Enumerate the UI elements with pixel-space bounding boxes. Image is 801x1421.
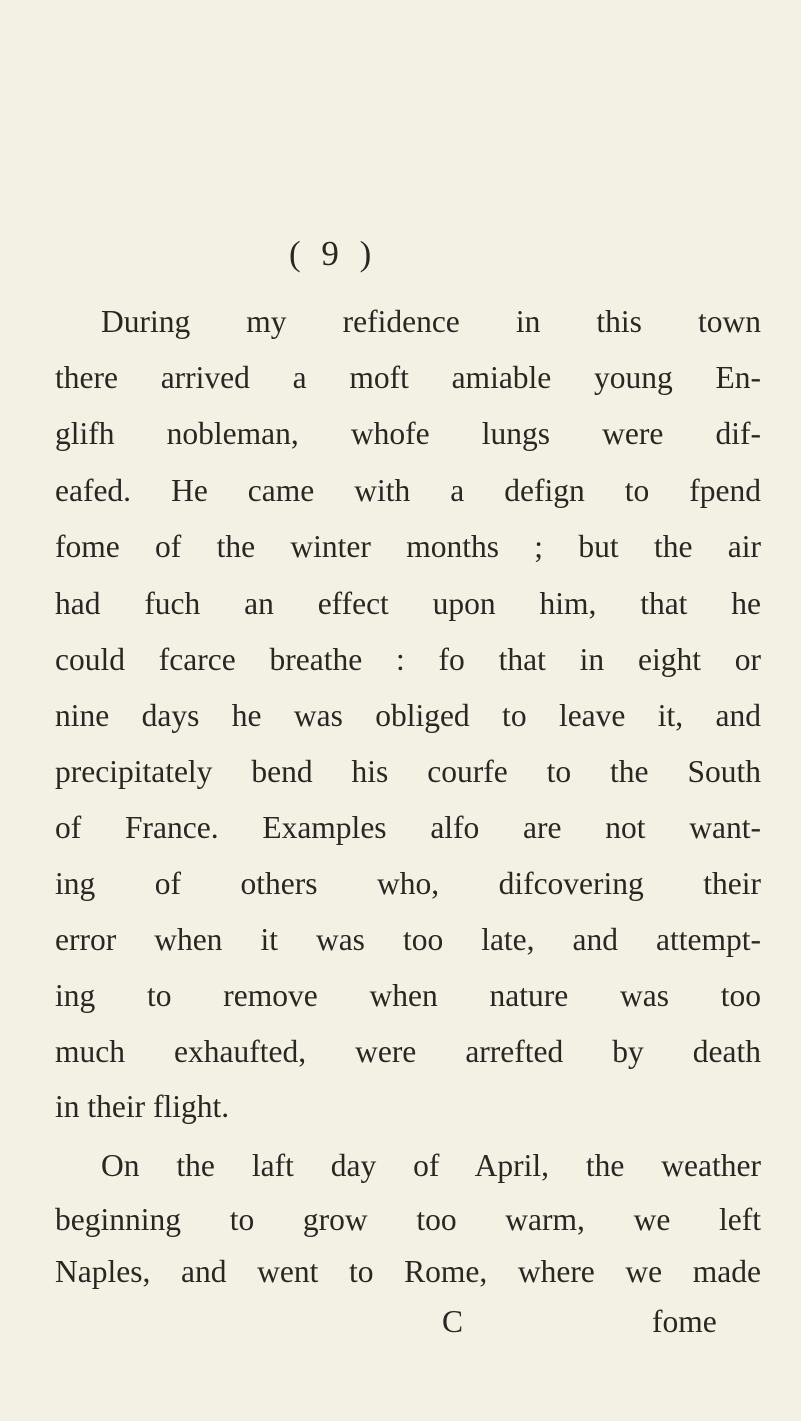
text-line: much exhaufted, were arrefted by death (55, 1034, 761, 1069)
text-line: had fuch an effect upon him, that he (55, 586, 761, 621)
text-line: glifh nobleman, whofe lungs were dif- (55, 416, 761, 451)
page-number: ( 9 ) (289, 234, 378, 273)
text-line: ing of others who, difcovering their (55, 866, 761, 901)
text-line: fome of the winter months ; but the air (55, 529, 761, 564)
text-line: in their flight. (55, 1089, 230, 1124)
signature-mark: C (442, 1304, 464, 1339)
text-line: ing to remove when nature was too (55, 978, 761, 1013)
text-line: there arrived a moft amiable young En- (55, 360, 761, 395)
text-line: During my refidence in this town (101, 304, 761, 339)
text-line: beginning to grow too warm, we left (55, 1202, 761, 1237)
text-line: precipitately bend his courfe to the South (55, 754, 761, 789)
text-line: nine days he was obliged to leave it, and (55, 698, 761, 733)
text-line: could fcarce breathe : fo that in eight or (55, 642, 761, 677)
catchword: fome (652, 1304, 717, 1339)
text-line: error when it was too late, and attempt- (55, 922, 761, 957)
text-line: On the laft day of April, the weather (101, 1148, 761, 1183)
text-line: Naples, and went to Rome, where we made (55, 1254, 761, 1289)
text-line: of France. Examples alfo are not want- (55, 810, 761, 845)
text-line: eafed. He came with a defign to fpend (55, 473, 761, 508)
